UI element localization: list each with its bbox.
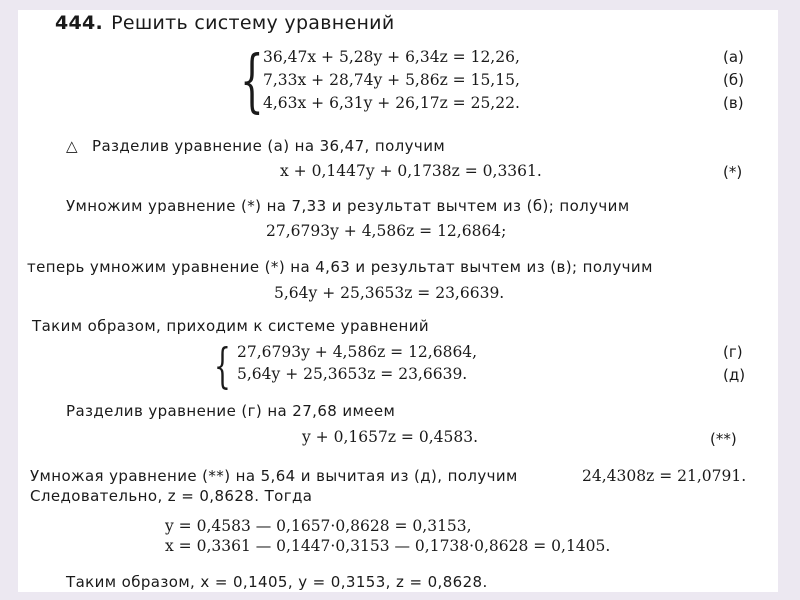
equation-g-label: (г) — [723, 343, 743, 361]
equation-double-star-label: (**) — [710, 430, 737, 448]
step-4-text: Таким образом, приходим к системе уравнений — [32, 317, 430, 335]
final-x: x = 0,3361 — 0,1447·0,3153 — 0,1738·0,8628 = 0,1405. — [165, 537, 611, 555]
step-1-text: Разделив уравнение (а) на 36,47, получим — [92, 137, 446, 155]
step-5-text: Разделив уравнение (г) на 27,68 имеем — [66, 402, 396, 420]
equation-b-label: (б) — [723, 71, 744, 89]
equation-g: 27,6793y + 4,586z = 12,6864, — [237, 343, 478, 361]
equation-6: 24,4308z = 21,0791. — [582, 467, 747, 485]
problem-number: 444. — [55, 12, 104, 34]
equation-a-label: (а) — [723, 48, 744, 66]
equation-d: 5,64y + 25,3653z = 23,6639. — [237, 365, 468, 383]
equation-c: 4,63x + 6,31y + 26,17z = 25,22. — [263, 94, 520, 112]
textbook-page — [18, 10, 778, 592]
step-7-text: Следовательно, z = 0,8628. Тогда — [30, 487, 313, 505]
step-6-text: Умножая уравнение (**) на 5,64 и вычитая из (д), получим — [30, 467, 518, 485]
solution-marker: △ — [66, 137, 78, 155]
equation-3: 5,64y + 25,3653z = 23,6639. — [274, 284, 505, 302]
system-2-brace: { — [214, 338, 231, 394]
answer-text: Таким образом, x = 0,1405, y = 0,3153, z = 0,8628. — [66, 573, 488, 591]
equation-star: x + 0,1447y + 0,1738z = 0,3361. — [280, 162, 542, 180]
equation-star-label: (*) — [723, 163, 743, 181]
equation-double-star: y + 0,1657z = 0,4583. — [302, 428, 479, 446]
equation-b: 7,33x + 28,74y + 5,86z = 15,15, — [263, 71, 520, 89]
final-y: y = 0,4583 — 0,1657·0,8628 = 0,3153, — [165, 517, 472, 535]
problem-title: Решить систему уравнений — [111, 12, 395, 34]
problem-heading — [55, 14, 394, 32]
step-2-text: Умножим уравнение (*) на 7,33 и результат вычтем из (б); получим — [66, 197, 630, 215]
equation-2: 27,6793y + 4,586z = 12,6864; — [266, 222, 507, 240]
step-3-text: теперь умножим уравнение (*) на 4,63 и результат вычтем из (в); получим — [27, 258, 653, 276]
equation-c-label: (в) — [723, 94, 744, 112]
equation-a: 36,47x + 5,28y + 6,34z = 12,26, — [263, 48, 520, 66]
system-brace: { — [240, 42, 264, 121]
equation-d-label: (д) — [723, 366, 746, 384]
